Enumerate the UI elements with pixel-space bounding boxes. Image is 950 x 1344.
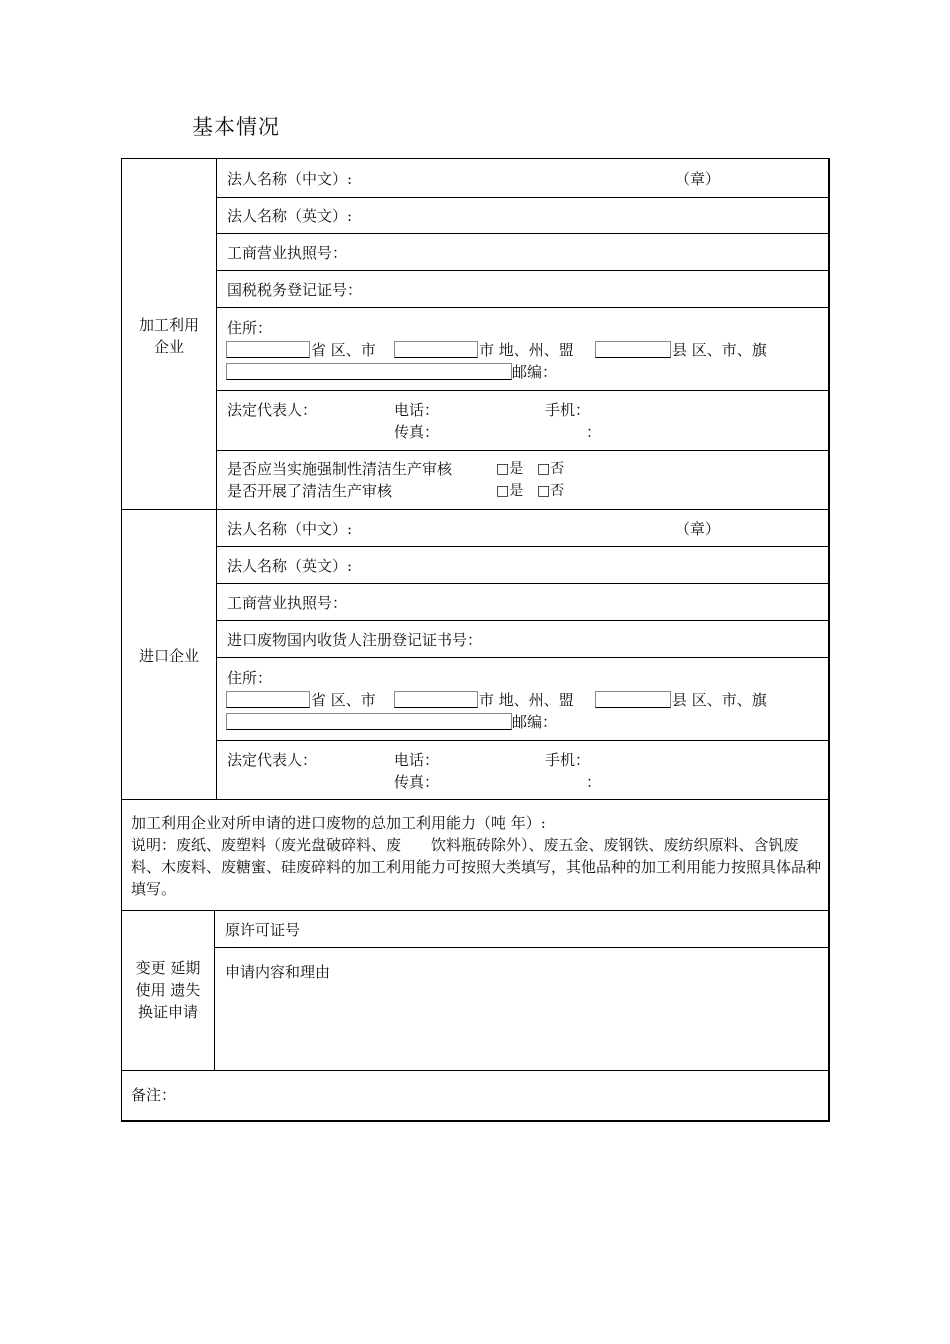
processing-name-cn[interactable]: 法人名称（中文）: xyxy=(227,170,353,188)
section-line xyxy=(122,799,828,800)
phone-label[interactable]: 电话： xyxy=(394,401,440,419)
import-license[interactable]: 工商营业执照号： xyxy=(227,594,348,612)
row-line xyxy=(216,620,828,621)
section-label-line: 加工利用 xyxy=(138,316,199,334)
province-label: 省 区、市 xyxy=(311,341,376,359)
section-line xyxy=(122,1070,828,1071)
row-line xyxy=(216,740,828,741)
processing-address-label: 住所： xyxy=(227,319,273,337)
capacity-note: 说明：废纸、废塑料（废光盘破碎料、废 饮料瓶砖除外）、废五金、废钢铁、废纺织原料、含钒废料、木废料、废糖蜜、硅废碎料的加工利用能力可按照大类填写，其他品种的加工利用能力按照具体品种填写。 xyxy=(131,836,822,898)
original-permit-number[interactable]: 原许可证号 xyxy=(225,921,301,939)
import-street-input[interactable] xyxy=(226,713,512,730)
section-label-import: 进口企业 xyxy=(138,647,199,665)
section-line xyxy=(122,910,828,911)
import-mobile-label[interactable]: 手机： xyxy=(545,751,591,769)
section-label-change xyxy=(122,957,214,1023)
processing-seal: （章） xyxy=(675,170,721,188)
import-province-input[interactable] xyxy=(226,691,310,708)
legal-rep-label[interactable]: 法定代表人： xyxy=(227,401,318,419)
import-city-input[interactable] xyxy=(394,691,478,708)
import-seal: （章） xyxy=(675,520,721,538)
postcode-label[interactable]: 邮编： xyxy=(512,363,558,381)
mobile-label[interactable]: 手机： xyxy=(545,401,591,419)
import-postcode-label[interactable]: 邮编： xyxy=(512,713,558,731)
import-name-en[interactable]: 法人名称（英文）: xyxy=(227,557,353,575)
remarks[interactable]: 备注： xyxy=(131,1086,177,1104)
page-title: 基本情况 xyxy=(192,115,280,139)
import-trailing-colon: ： xyxy=(586,773,602,791)
city-input[interactable] xyxy=(394,341,478,358)
audit-question-mandatory: 是否应当实施强制性清洁生产审核 xyxy=(227,460,453,478)
fax-label[interactable]: 传真： xyxy=(394,423,440,441)
section-label-processing xyxy=(123,314,215,358)
import-county-input[interactable] xyxy=(595,691,671,708)
section-divider xyxy=(216,159,217,509)
audit-conducted-no-checkbox[interactable]: □否 xyxy=(537,483,565,499)
row-line xyxy=(216,657,828,658)
trailing-colon: ： xyxy=(586,423,602,441)
section-label-line: 使用 遗失 xyxy=(135,981,201,999)
processing-license[interactable]: 工商营业执照号： xyxy=(227,244,348,262)
section-label-line: 企业 xyxy=(153,338,184,356)
section-divider xyxy=(216,509,217,799)
import-province-label: 省 区、市 xyxy=(311,691,376,709)
section-label-line: 换证申请 xyxy=(137,1003,198,1021)
audit-mandatory-no-checkbox[interactable]: □否 xyxy=(537,461,565,477)
basic-info-form xyxy=(121,158,830,1122)
capacity-statement[interactable] xyxy=(131,812,823,900)
county-label: 县 区、市、旗 xyxy=(672,341,767,359)
processing-name-en[interactable]: 法人名称（英文）: xyxy=(227,207,353,225)
section-divider xyxy=(214,910,215,1070)
audit-mandatory-yes-checkbox[interactable]: □是 xyxy=(496,461,524,477)
street-input[interactable] xyxy=(226,363,512,380)
audit-conducted-yes-checkbox[interactable]: □是 xyxy=(496,483,524,499)
county-input[interactable] xyxy=(595,341,671,358)
city-label: 市 地、州、盟 xyxy=(479,341,574,359)
import-legal-rep-label[interactable]: 法定代表人： xyxy=(227,751,318,769)
import-registration[interactable]: 进口废物国内收货人注册登记证书号： xyxy=(227,631,483,649)
row-line xyxy=(216,583,828,584)
row-line xyxy=(214,947,828,948)
row-line xyxy=(216,390,828,391)
row-line xyxy=(216,270,828,271)
row-line xyxy=(216,546,828,547)
import-city-label: 市 地、州、盟 xyxy=(479,691,574,709)
row-line xyxy=(216,307,828,308)
application-reason[interactable]: 申请内容和理由 xyxy=(225,963,331,981)
import-name-cn[interactable]: 法人名称（中文）: xyxy=(227,520,353,538)
section-line xyxy=(122,509,828,510)
import-county-label: 县 区、市、旗 xyxy=(672,691,767,709)
province-input[interactable] xyxy=(226,341,310,358)
processing-tax[interactable]: 国税税务登记证号： xyxy=(227,281,363,299)
row-line xyxy=(216,233,828,234)
row-line xyxy=(216,197,828,198)
import-address-label: 住所： xyxy=(227,669,273,687)
import-phone-label[interactable]: 电话： xyxy=(394,751,440,769)
row-line xyxy=(216,450,828,451)
capacity-line: 加工利用企业对所申请的进口废物的总加工利用能力（吨 年）: xyxy=(131,814,546,832)
audit-question-conducted: 是否开展了清洁生产审核 xyxy=(227,482,393,500)
import-fax-label[interactable]: 传真： xyxy=(394,773,440,791)
section-label-line: 变更 延期 xyxy=(135,959,201,977)
